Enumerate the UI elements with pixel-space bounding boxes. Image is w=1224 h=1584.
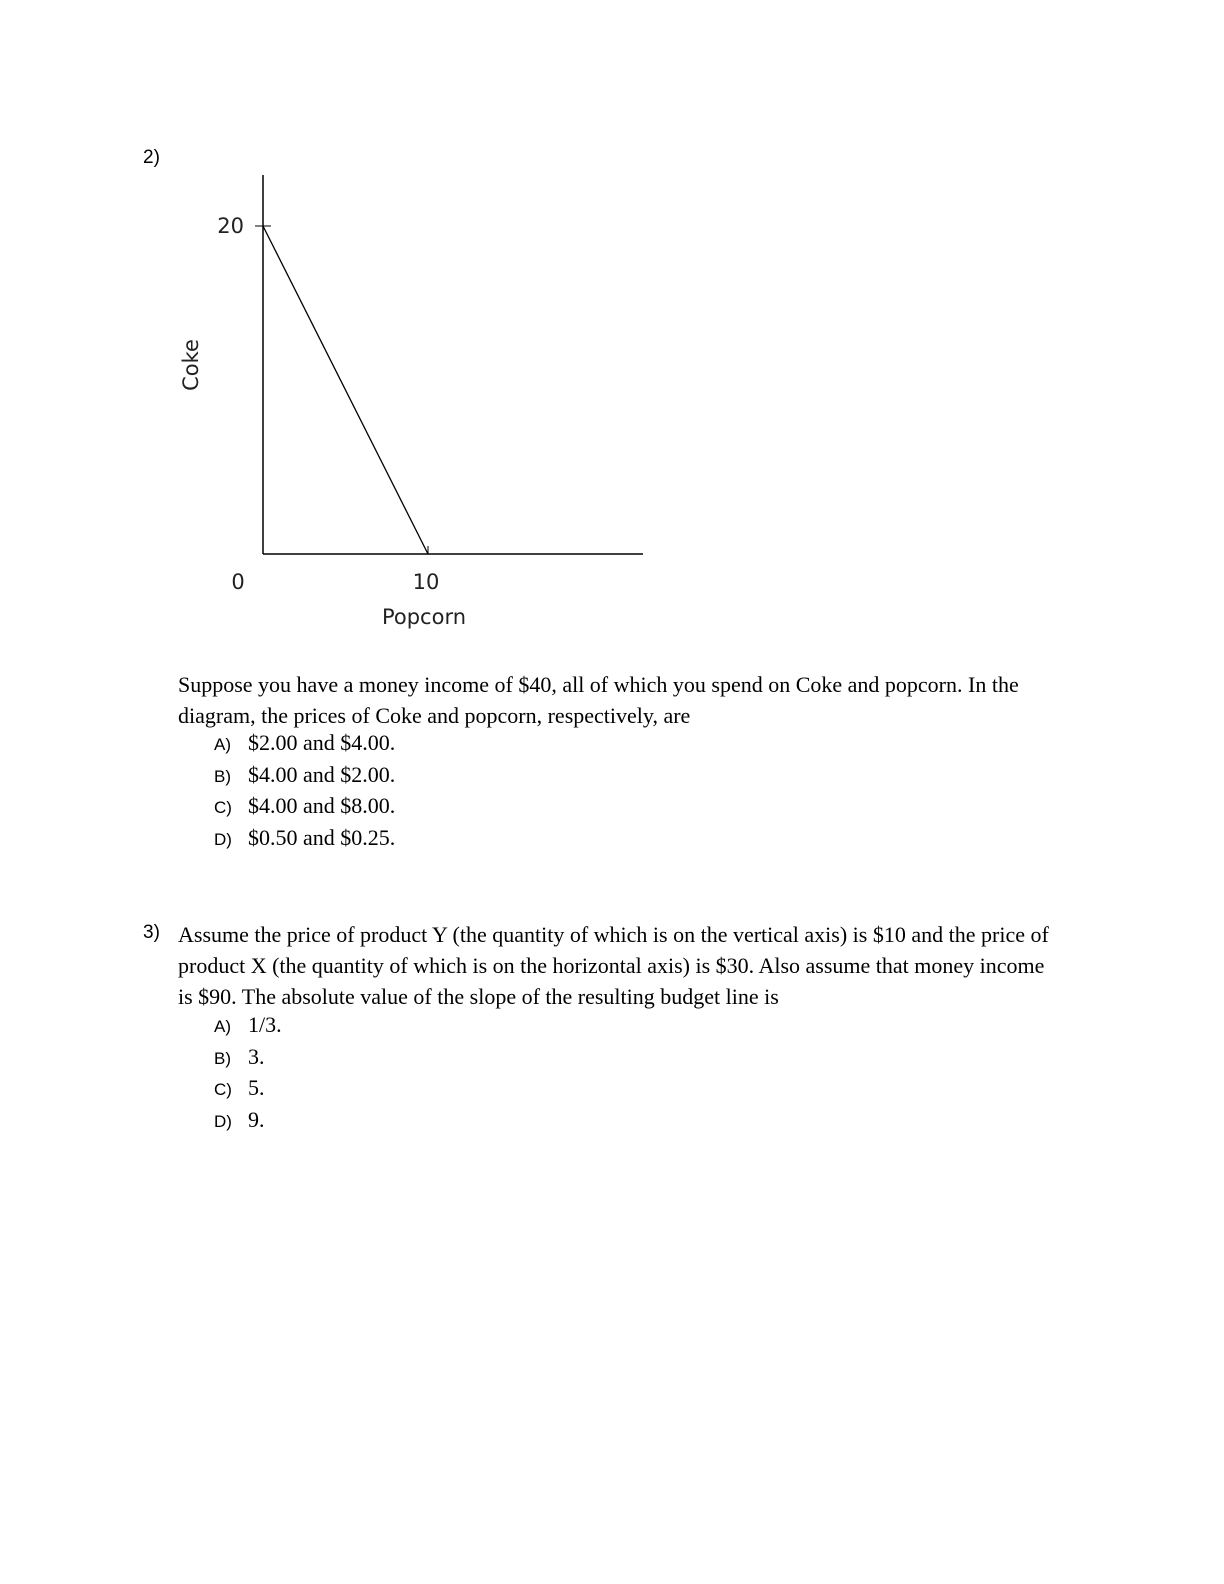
choice-letter: A) [214,1017,231,1036]
question-2-choice-a[interactable] [214,730,395,762]
budget-line-chart [160,160,660,650]
budget-line-svg [160,160,660,650]
choice-letter: D) [214,1111,232,1131]
choice-text: 1/3. [248,1012,282,1037]
question-2-stem: Suppose you have a money income of $40, all of which you spend on Coke and popcorn. In the diagram, the prices of Coke and popcorn, respectively, are [178,672,1019,728]
question-3-stem: Assume the price of product Y (the quantity of which is on the vertical axis) is $10 and the price of product X (the quantity of which is on the horizontal axis) is $30. Also assume that money income is $90. The absolute value of the slope of the resulting budget line is [178,922,1049,1009]
x-axis-label: Popcorn [381,605,467,629]
choice-text: $0.50 and $0.25. [248,824,396,850]
budget-line [263,226,428,554]
choice-text: 9. [248,1106,265,1132]
choice-text: $4.00 and $8.00. [248,793,396,818]
question-3-choice-b[interactable] [214,1044,282,1076]
y-axis-label: Coke [179,339,203,391]
question-3-choice-c[interactable] [214,1075,282,1107]
question-2-choice-c[interactable] [214,793,395,825]
choice-text: 3. [248,1043,265,1069]
question-3-choice-d[interactable] [214,1107,282,1139]
choice-letter: D) [214,829,232,849]
x-tick-label-0: 0 [231,570,245,594]
question-2-choice-d[interactable] [214,825,395,857]
choice-text: 5. [248,1075,265,1100]
x-tick-label-10: 10 [412,570,440,594]
choice-letter: C) [214,798,232,817]
choice-text: $2.00 and $4.00. [248,730,396,755]
choice-letter: A) [214,735,231,754]
question-3-number: 3) [143,922,160,943]
question-2-number: 2) [143,147,160,168]
y-tick-label-20: 20 [217,214,244,238]
question-3-choice-a[interactable] [214,1012,282,1044]
question-3-choices [214,1012,282,1138]
choice-letter: B) [214,766,231,786]
choice-text: $4.00 and $2.00. [248,761,396,787]
question-2-choice-b[interactable] [214,762,395,794]
choice-letter: B) [214,1048,231,1068]
question-2-choices [214,730,395,856]
choice-letter: C) [214,1080,232,1099]
